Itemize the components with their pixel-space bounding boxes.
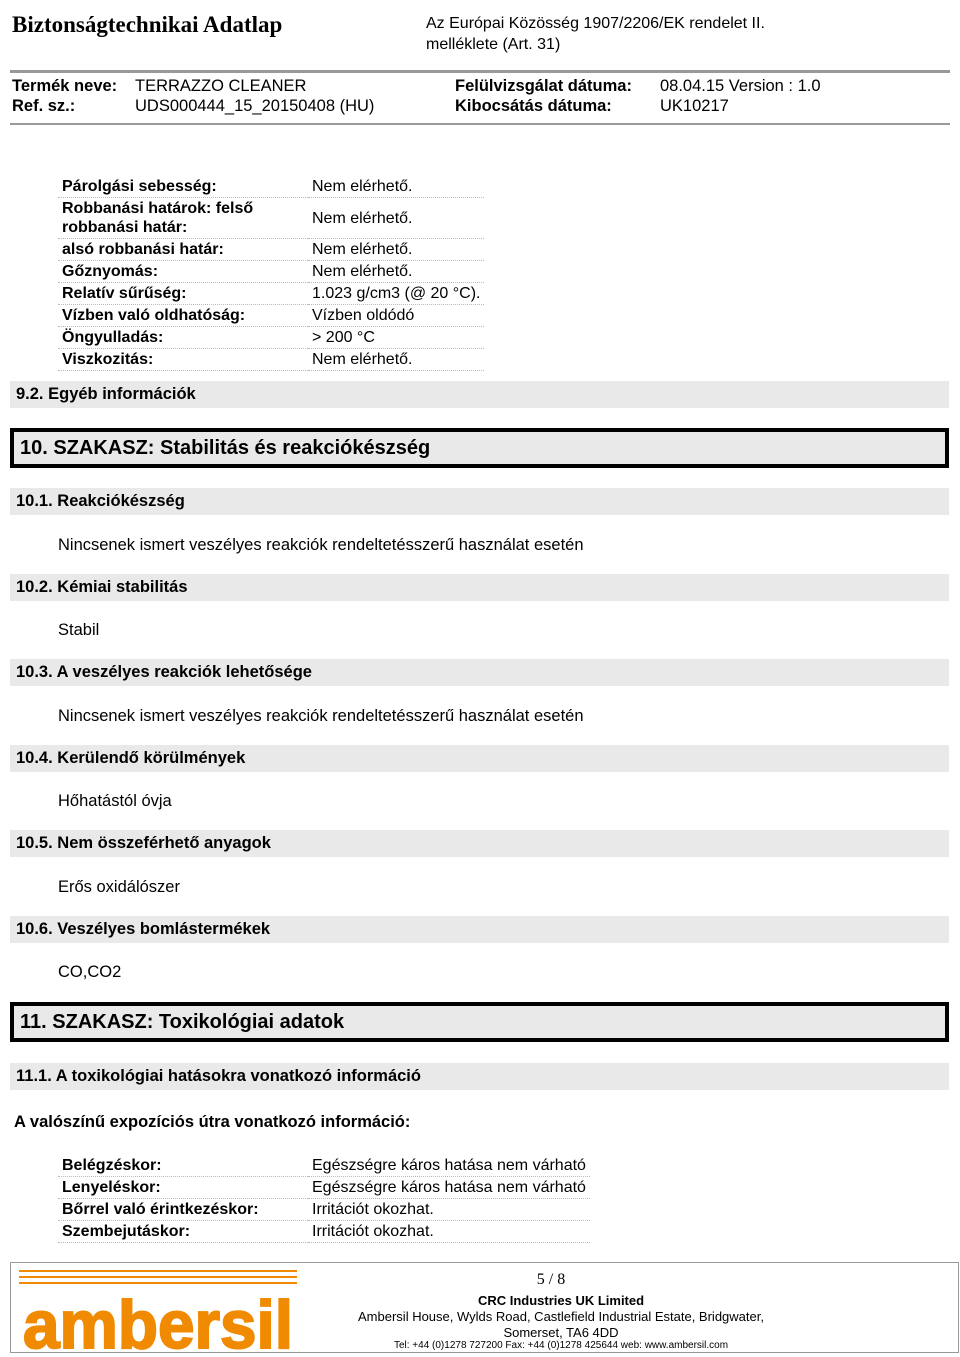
properties-table [58,176,484,371]
exposure-label: Szembejutáskor: [58,1221,308,1243]
regulation-line-2: melléklete (Art. 31) [426,36,561,53]
table-row [58,305,484,327]
property-value: Nem elérhető. [308,349,484,371]
subsection-heading-10-2: 10.2. Kémiai stabilitás [10,574,949,601]
table-row [58,198,484,239]
property-value: Nem elérhető. [308,261,484,283]
exposure-heading: A valószínű expozíciós útra vonatkozó információ: [14,1113,411,1131]
product-value: TERRAZZO CLEANER [135,77,307,95]
header-divider [10,70,950,73]
ref-label: Ref. sz.: [12,97,76,115]
subsection-heading-10-1: 10.1. Reakciókészség [10,488,949,515]
exposure-value: Egészségre káros hatása nem várható [308,1177,590,1199]
property-value: Nem elérhető. [308,239,484,261]
property-label: Relatív sűrűség: [58,283,308,305]
address-line-1: Ambersil House, Wylds Road, Castlefield Industrial Estate, Bridgwater, [358,1309,764,1324]
address-line-2: Somerset, TA6 4DD [503,1325,619,1340]
property-value: > 200 °C [308,327,484,349]
property-label: Robbanási határok: felső robbanási határ: [58,198,308,239]
subsection-text-10-3: Nincsenek ismert veszélyes reakciók rendeltetésszerű használat esetén [58,707,584,725]
table-row [58,1177,590,1199]
table-row [58,1221,590,1243]
subsection-heading-10-6: 10.6. Veszélyes bomlástermékek [10,916,949,943]
exposure-value: Irritációt okozhat. [308,1199,590,1221]
property-value: Vízben oldódó [308,305,484,327]
exposure-value: Egészségre káros hatása nem várható [308,1155,590,1177]
company-contact: Tel: +44 (0)1278 727200 Fax: +44 (0)1278 425644 web: www.ambersil.com [393,1340,729,1351]
issue-date-label: Kibocsátás dátuma: [455,97,612,115]
property-label: Párolgási sebesség: [58,176,308,198]
exposure-label: Lenyeléskor: [58,1177,308,1199]
ref-value: UDS000444_15_20150408 (HU) [135,97,375,115]
property-value: Nem elérhető. [308,198,484,239]
section-10-title: 10. SZAKASZ: Stabilitás és reakciókészség [10,428,949,468]
subsection-text-10-5: Erős oxidálószer [58,878,180,896]
property-label: Viszkozitás: [58,349,308,371]
product-label: Termék neve: [12,77,118,95]
exposure-value: Irritációt okozhat. [308,1221,590,1243]
subsection-heading-10-4: 10.4. Kerülendő körülmények [10,745,949,772]
table-row [58,1155,590,1177]
table-row [58,327,484,349]
exposure-label: Belégzéskor: [58,1155,308,1177]
exposure-table [58,1155,590,1243]
section-11-title: 11. SZAKASZ: Toxikológiai adatok [10,1002,949,1042]
subsection-text-10-4: Hőhatástól óvja [58,792,172,810]
regulation-reference [426,13,846,55]
property-value: 1.023 g/cm3 (@ 20 °C). [308,283,484,305]
property-label: alsó robbanási határ: [58,239,308,261]
table-row [58,176,484,198]
table-row [58,349,484,371]
property-label: Gőznyomás: [58,261,308,283]
exposure-label: Bőrrel való érintkezéskor: [58,1199,308,1221]
page-footer [10,1262,959,1353]
table-row [58,261,484,283]
subsection-heading-9-2: 9.2. Egyéb információk [10,381,949,408]
ambersil-logo [19,1266,297,1352]
issue-date-value: UK10217 [660,97,729,115]
meta-divider [10,123,950,125]
table-row [58,239,484,261]
property-label: Vízben való oldhatóság: [58,305,308,327]
property-label: Öngyulladás: [58,327,308,349]
subsection-text-10-6: CO,CO2 [58,963,122,981]
table-row [58,283,484,305]
subsection-text-10-1: Nincsenek ismert veszélyes reakciók rendeltetésszerű használat esetén [58,536,584,554]
regulation-line-1: Az Európai Közösség 1907/2206/EK rendelet II. [426,15,765,32]
company-address [301,1309,821,1341]
review-date-label: Felülvizsgálat dátuma: [455,77,632,95]
subsection-heading-10-3: 10.3. A veszélyes reakciók lehetősége [10,659,949,686]
company-name: CRC Industries UK Limited [477,1293,645,1308]
subsection-heading-11-1: 11.1. A toxikológiai hatásokra vonatkozó információ [10,1063,949,1090]
page-number: 5 / 8 [536,1271,566,1288]
subsection-heading-10-5: 10.5. Nem összeférhető anyagok [10,830,949,857]
logo-wordmark: ambersil [23,1287,293,1352]
property-value: Nem elérhető. [308,176,484,198]
subsection-text-10-2: Stabil [58,621,100,639]
table-row [58,1199,590,1221]
document-title: Biztonságtechnikai Adatlap [12,12,283,37]
review-date-value: 08.04.15 Version : 1.0 [660,77,821,95]
